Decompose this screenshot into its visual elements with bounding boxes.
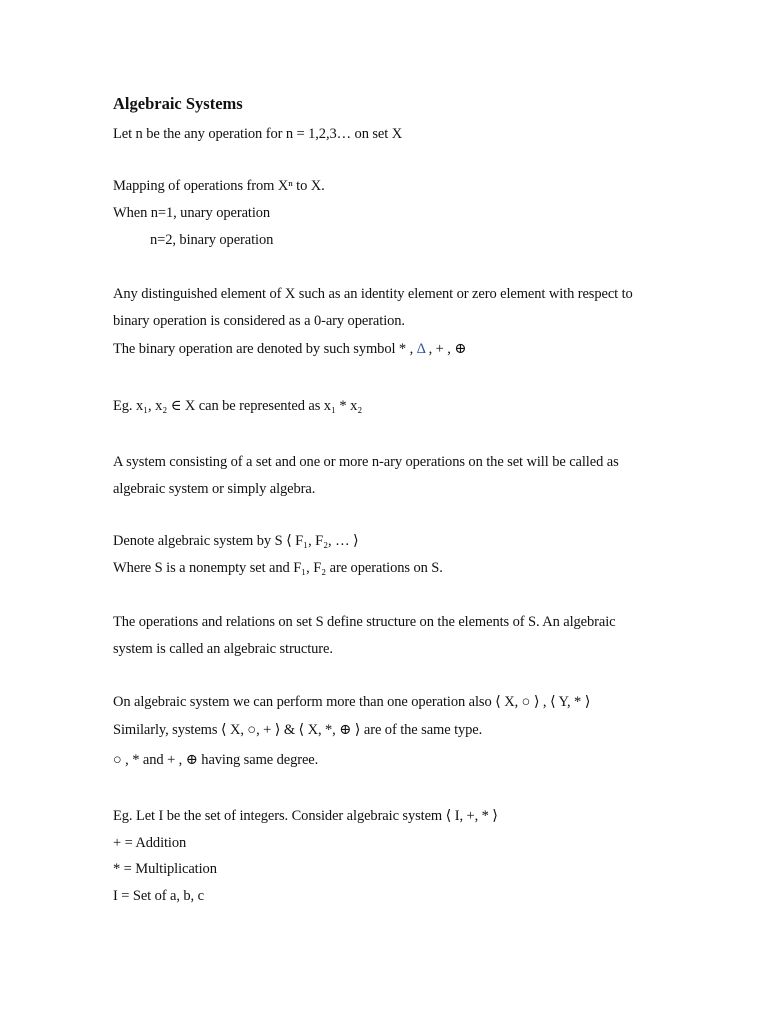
text-line-binary-symbols <box>113 340 466 358</box>
text-line-algebraic-structure: system is called an algebraic structure. <box>113 641 333 657</box>
binary-symbols-prefix: The binary operation are denoted by such symbol * , <box>113 341 414 357</box>
text-line-multiplication: * = Multiplication <box>113 861 217 877</box>
delta-symbol: Δ <box>416 341 426 357</box>
text-line-system-definition: A system consisting of a set and one or more n-ary operations on the set will be called as <box>113 454 619 470</box>
text-line-mapping: Mapping of operations from Xⁿ to X. <box>113 178 325 194</box>
text-line-algebra: algebraic system or simply algebra. <box>113 481 316 497</box>
binary-symbols-suffix: , + , ⊕ <box>428 341 467 357</box>
text-line-set-abc: I = Set of a, b, c <box>113 888 204 904</box>
text-line-operation-definition: Let n be the any operation for n = 1,2,3… on set X <box>113 126 403 142</box>
page-title: Algebraic Systems <box>113 94 243 113</box>
text-line-structure: The operations and relations on set S define structure on the elements of S. An algebraic <box>113 614 616 630</box>
text-line-nonempty-set: Where S is a nonempty set and F₁, F₂ are operations on S. <box>113 560 443 576</box>
text-line-example-representation: Eg. x₁, x₂ ∈ X can be represented as x₁ * x₂ <box>113 398 363 414</box>
text-line-same-type: Similarly, systems ⟨ X, ○, + ⟩ & ⟨ X, *, ⊕ ⟩ are of the same type. <box>113 722 483 738</box>
text-line-integer-example: Eg. Let I be the set of integers. Consider algebraic system ⟨ I, +, * ⟩ <box>113 808 498 824</box>
text-line-denote-system: Denote algebraic system by S ⟨ F₁, F₂, … ⟩ <box>113 533 359 549</box>
text-line-binary: n=2, binary operation <box>150 232 274 248</box>
text-line-addition: + = Addition <box>113 835 187 851</box>
text-line-distinguished-element: Any distinguished element of X such as an identity element or zero element with respect to <box>113 286 633 302</box>
text-line-zero-ary: binary operation is considered as a 0-ary operation. <box>113 313 405 329</box>
text-line-unary: When n=1, unary operation <box>113 205 271 221</box>
text-line-multiple-operations: On algebraic system we can perform more than one operation also ⟨ X, ○ ⟩ , ⟨ Y, * ⟩ <box>113 694 591 710</box>
text-line-same-degree: ○ , * and + , ⊕ having same degree. <box>113 752 319 768</box>
